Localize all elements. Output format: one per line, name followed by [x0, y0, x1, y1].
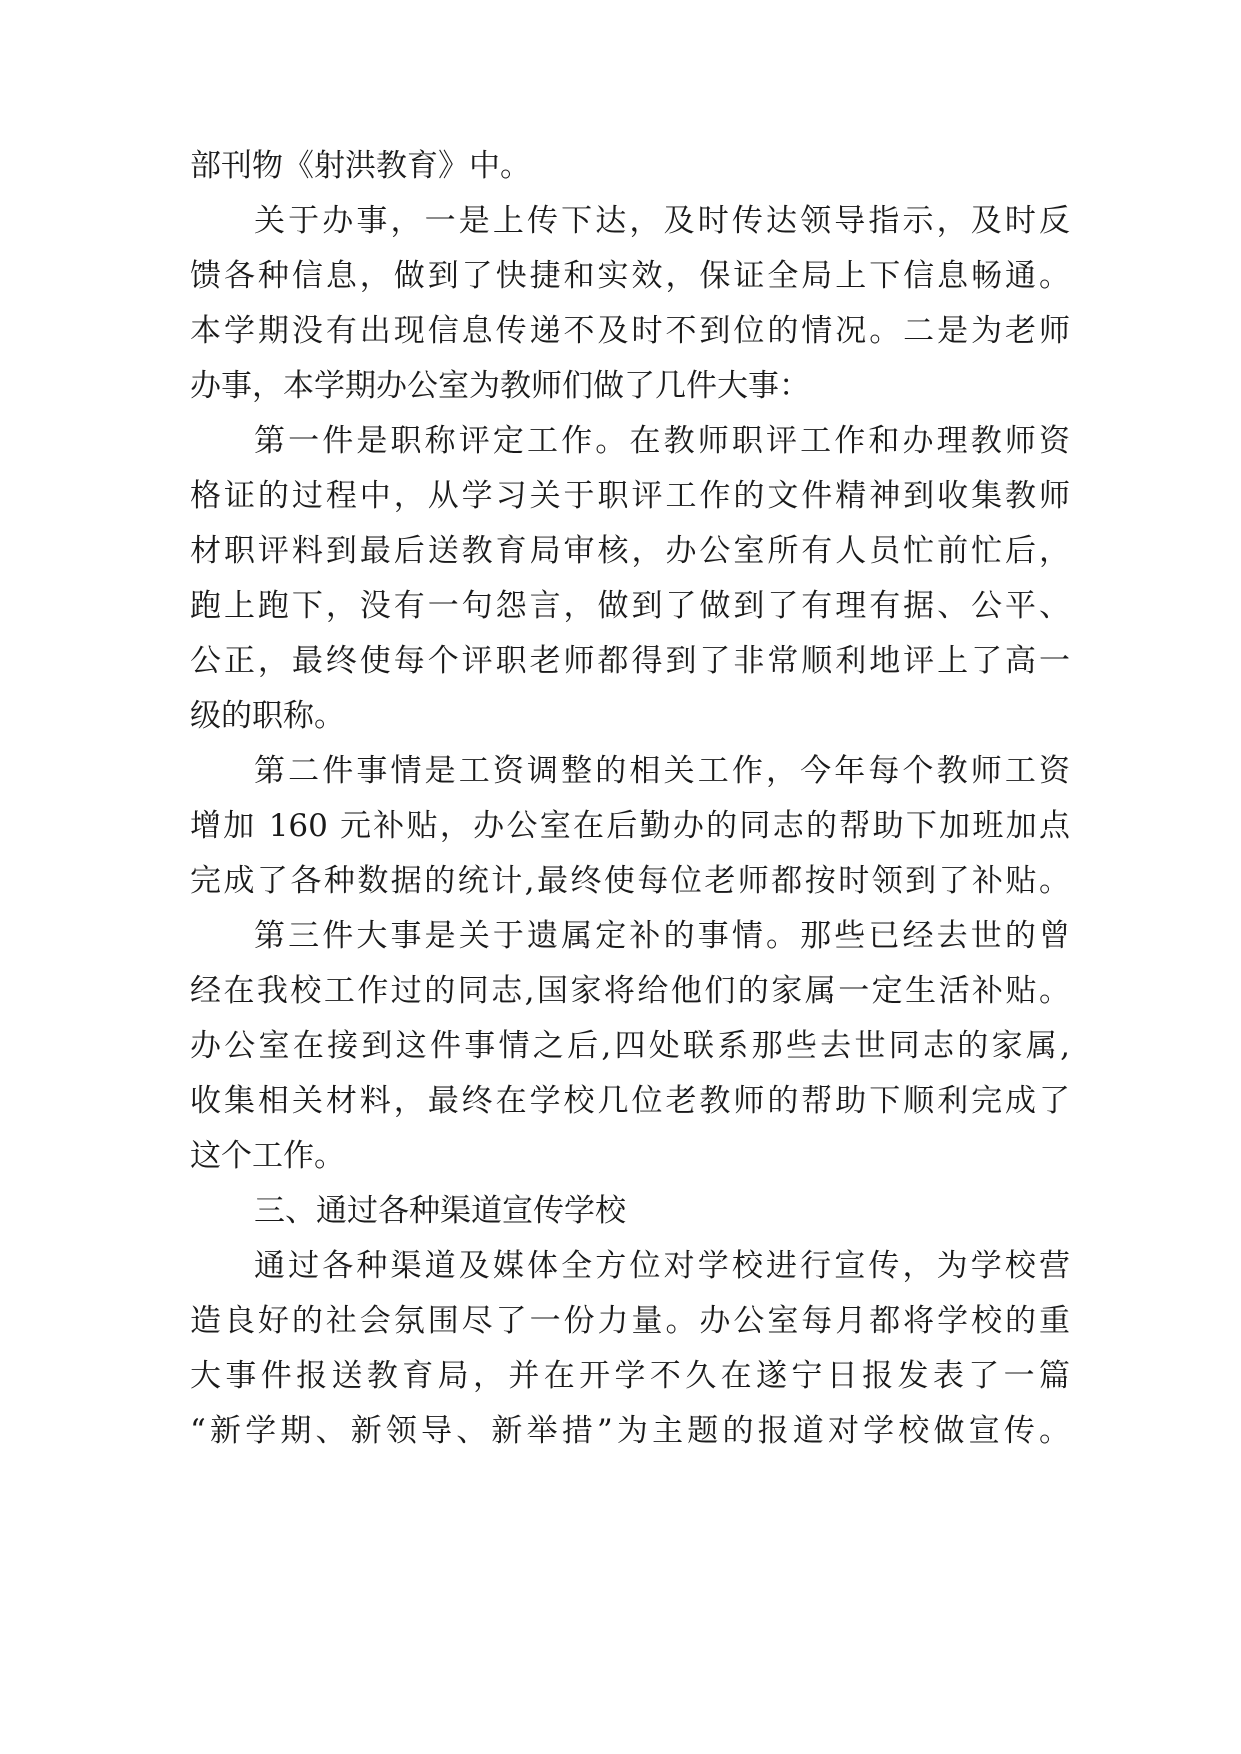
text-line: 本学期没有出现信息传递不及时不到位的情况。二是为老师 [190, 313, 1070, 349]
text-line: 通过各种渠道及媒体全方位对学校进行宣传，为学校营 [254, 1248, 1070, 1284]
text-line: 收集相关材料，最终在学校几位老教师的帮助下顺利完成了 [190, 1083, 1070, 1119]
text-line: 增加 160 元补贴，办公室在后勤办的同志的帮助下加班加点 [190, 808, 1070, 844]
text-line: 公正，最终使每个评职老师都得到了非常顺利地评上了高一 [190, 643, 1070, 679]
text-line: “新学期、新领导、新举措”为主题的报道对学校做宣传。 [190, 1413, 1070, 1449]
text-line: 馈各种信息，做到了快捷和实效，保证全局上下信息畅通。 [190, 258, 1070, 294]
text-line: 跑上跑下，没有一句怨言，做到了做到了有理有据、公平、 [190, 588, 1070, 624]
text-line: 级的职称。 [190, 698, 345, 734]
text-line: 大事件报送教育局，并在开学不久在遂宁日报发表了一篇 [190, 1358, 1070, 1394]
section-heading: 三、通过各种渠道宣传学校 [254, 1193, 626, 1229]
text-line: 部刊物《射洪教育》中。 [190, 148, 531, 184]
text-line: 第三件大事是关于遗属定补的事情。那些已经去世的曾 [254, 918, 1070, 954]
text-line: 造良好的社会氛围尽了一份力量。办公室每月都将学校的重 [190, 1303, 1070, 1339]
text-line: 第一件是职称评定工作。在教师职评工作和办理教师资 [254, 423, 1070, 459]
text-line: 这个工作。 [190, 1138, 345, 1174]
text-line: 格证的过程中，从学习关于职评工作的文件精神到收集教师 [190, 478, 1070, 514]
text-line: 完成了各种数据的统计,最终使每位老师都按时领到了补贴。 [190, 863, 1070, 899]
text-line: 办事，本学期办公室为教师们做了几件大事： [190, 368, 810, 404]
text-line: 材职评料到最后送教育局审核，办公室所有人员忙前忙后， [190, 533, 1070, 569]
text-line: 关于办事，一是上传下达，及时传达领导指示，及时反 [254, 203, 1070, 239]
text-line: 经在我校工作过的同志,国家将给他们的家属一定生活补贴。 [190, 973, 1070, 1009]
text-line: 办公室在接到这件事情之后,四处联系那些去世同志的家属, [190, 1028, 1070, 1064]
text-line: 第二件事情是工资调整的相关工作，今年每个教师工资 [254, 753, 1070, 789]
